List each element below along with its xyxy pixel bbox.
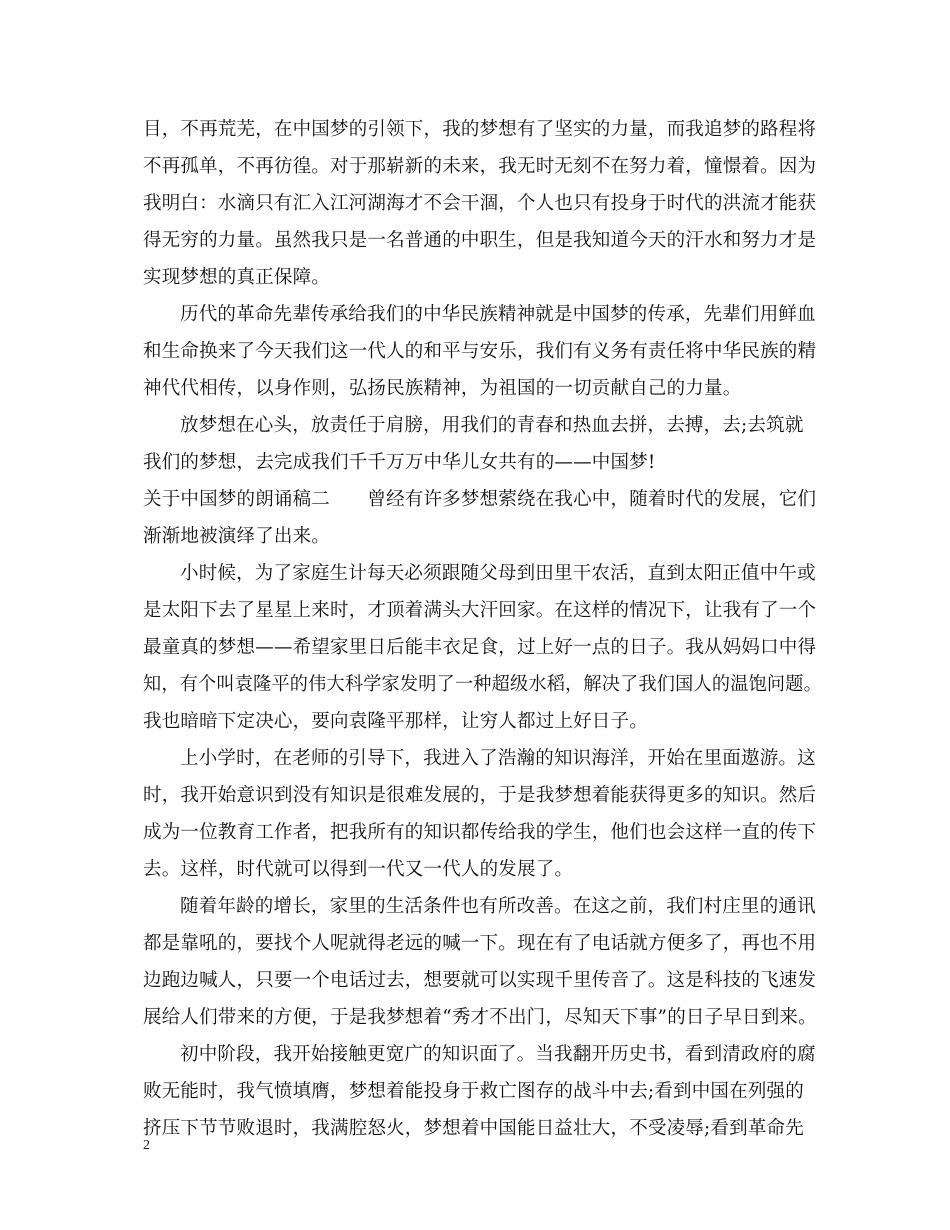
text-line: 时，我开始意识到没有知识是很难发展的，于是我梦想着能获得更多的知识。然后 xyxy=(143,785,817,806)
text-line: 边跑边喊人，只要一个电话过去，想要就可以实现千里传音了。这是科技的飞速发 xyxy=(143,970,817,991)
text-line: 上小学时，在老师的引导下，我进入了浩瀚的知识海洋，开始在里面遨游。这 xyxy=(180,748,816,769)
text-line: 放梦想在心头，放责任于肩膀，用我们的青春和热血去拼，去搏，去;去筑就 xyxy=(180,415,804,436)
text-line: 实现梦想的真正保障。 xyxy=(143,267,331,288)
text-line: 我也暗暗下定决心，要向袁隆平那样，让穷人都过上好日子。 xyxy=(143,711,648,732)
text-line: 展给人们带来的方便，于是我梦想着“秀才不出门，尽知天下事”的日子早日到来。 xyxy=(143,1007,817,1028)
text-line: 不再孤单，不再彷徨。对于那崭新的未来，我无时无刻不在努力着，憧憬着。因为 xyxy=(143,156,817,177)
text-line: 渐渐地被演绎了出来。 xyxy=(143,526,331,547)
text-line: 目，不再荒芜，在中国梦的引领下，我的梦想有了坚实的力量，而我追梦的路程将 xyxy=(143,119,817,140)
text-line: 初中阶段，我开始接触更宽广的知识面了。当我翻开历史书，看到清政府的腐 xyxy=(180,1044,816,1065)
section-heading-line: 关于中国梦的朗诵稿二 曾经有许多梦想萦绕在我心中，随着时代的发展，它们 xyxy=(143,489,817,510)
text-line: 我明白：水滴只有汇入江河湖海才不会干涸，个人也只有投身于时代的洪流才能获 xyxy=(143,193,817,214)
text-line: 得无穷的力量。虽然我只是一名普通的中职生，但是我知道今天的汗水和努力才是 xyxy=(143,230,817,251)
text-line: 成为一位教育工作者，把我所有的知识都传给我的学生，他们也会这样一直的传下 xyxy=(143,822,817,843)
text-line: 神代代相传，以身作则，弘扬民族精神，为祖国的一切贡献自己的力量。 xyxy=(143,378,742,399)
text-line: 是太阳下去了星星上来时，才顶着满头大汗回家。在这样的情况下，让我有了一个 xyxy=(143,600,817,621)
text-line: 挤压下节节败退时，我满腔怒火，梦想着中国能日益壮大，不受凌辱;看到革命先 xyxy=(143,1118,804,1139)
text-line: 最童真的梦想——希望家里日后能丰衣足食，过上好一点的日子。我从妈妈口中得 xyxy=(143,637,817,658)
text-line: 小时候，为了家庭生计每天必须跟随父母到田里干农活，直到太阳正值中午或 xyxy=(180,563,816,584)
text-line: 和生命换来了今天我们这一代人的和平与安乐，我们有义务有责任将中华民族的精 xyxy=(143,341,817,362)
text-line: 都是靠吼的，要找个人呢就得老远的喊一下。现在有了电话就方便多了，再也不用 xyxy=(143,933,817,954)
text-line: 随着年龄的增长，家里的生活条件也有所改善。在这之前，我们村庄里的通讯 xyxy=(180,896,816,917)
text-line: 败无能时，我气愤填膺，梦想着能投身于救亡图存的战斗中去;看到中国在列强的 xyxy=(143,1081,804,1102)
text-line: 去。这样，时代就可以得到一代又一代人的发展了。 xyxy=(143,859,574,880)
text-line: 知，有个叫袁隆平的伟大科学家发明了一种超级水稻，解决了我们国人的温饱问题。 xyxy=(143,674,822,695)
text-line: 我们的梦想，去完成我们千千万万中华儿女共有的——中国梦! xyxy=(143,452,656,473)
page-number: 2 xyxy=(143,1138,150,1153)
text-line: 历代的革命先辈传承给我们的中华民族精神就是中国梦的传承，先辈们用鲜血 xyxy=(180,304,816,325)
